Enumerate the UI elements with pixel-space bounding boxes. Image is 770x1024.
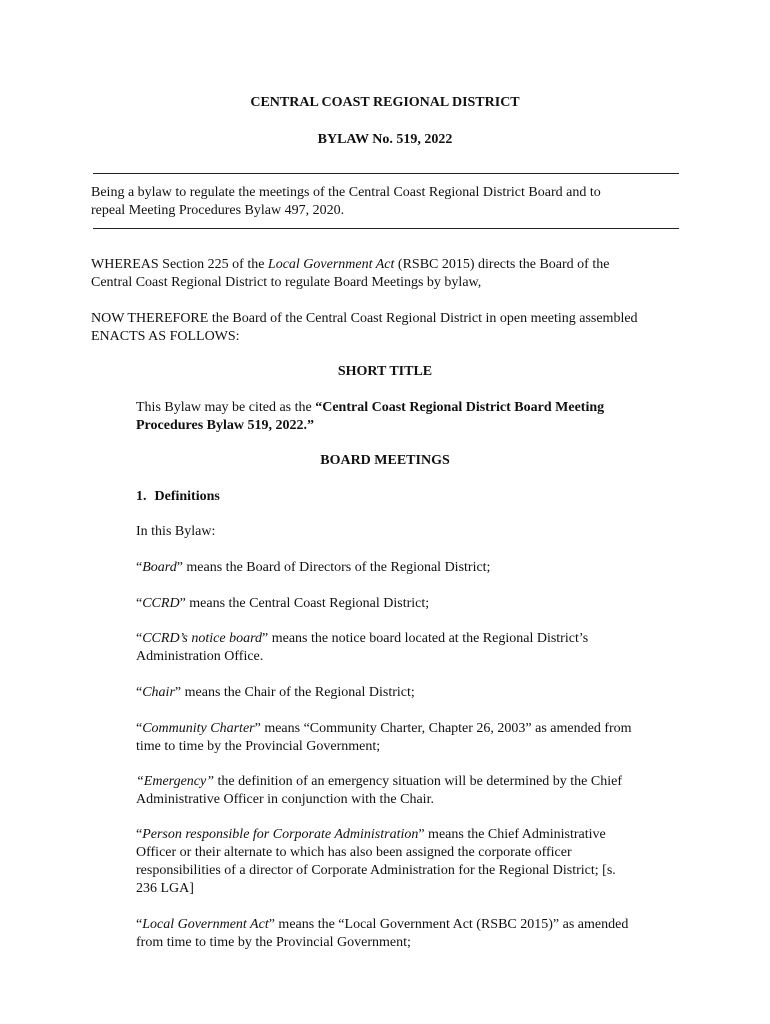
definition-line: Administrative Officer in conjunction with the Chair. [136,792,434,807]
definition-community-charter [136,720,679,756]
definition-text: ” means the “Local Government Act (RSBC 2015)” as amended [268,917,629,932]
defined-term: Community Charter [142,721,255,736]
board-meetings-heading: BOARD MEETINGS [320,453,450,468]
defined-term: “Emergency” [136,774,215,789]
definition-line [136,826,679,844]
definition-board [136,559,679,577]
definition-line: Administration Office. [136,649,264,664]
quote-mark: “ [136,917,143,932]
definition-text: ” means the Central Coast Regional District; [179,596,430,611]
defined-term: Person responsible for Corporate Administration [142,827,419,842]
bottom-rule [93,228,679,229]
whereas-text: (RSBC 2015) directs the Board of the [394,257,610,272]
definition-text: the definition of an emergency situation will be determined by the Chief [214,774,622,789]
section-number: 1. [136,489,147,504]
section-heading [136,488,679,506]
short-title-lead: This Bylaw may be cited as the [136,400,316,415]
bylaw-number: BYLAW No. 519, 2022 [317,132,453,147]
act-name: Local Government Act [267,257,395,272]
definition-line [136,773,679,791]
defined-term: CCRD’s notice board [142,631,262,646]
quote-mark: “ [136,685,143,700]
definition-emergency [136,773,679,809]
enacting-line: ENACTS AS FOLLOWS: [91,329,240,344]
whereas-line: Central Coast Regional District to regulate Board Meetings by bylaw, [91,275,482,290]
definition-text: ” means the Chief Administrative [418,827,606,842]
short-title-text [136,399,679,435]
definition-person-responsible [136,826,679,898]
whereas-clause [91,256,679,292]
definition-line: 236 LGA] [136,881,194,896]
cited-title: Procedures Bylaw 519, 2022.” [136,418,314,433]
purpose-line: repeal Meeting Procedures Bylaw 497, 2020. [91,203,345,218]
short-title-line [136,417,679,435]
section-title: Definitions [154,489,220,504]
quote-mark: “ [136,596,143,611]
definition-ccrd [136,595,679,613]
definition-line: from time to time by the Provincial Government; [136,935,411,950]
whereas-line [91,256,679,274]
definition-chair [136,684,679,702]
short-title-heading: SHORT TITLE [337,364,433,379]
definition-line [136,916,679,934]
defined-term: Local Government Act [142,917,269,932]
quote-mark: “ [136,827,143,842]
enacting-clause [91,310,679,346]
top-rule [93,173,679,174]
short-title-line [136,399,679,417]
definition-text: ” means the Board of Directors of the Regional District; [176,560,491,575]
definition-text: ” means “Community Charter, Chapter 26, 2003” as amended from [254,721,632,736]
definition-text: ” means the Chair of the Regional District; [174,685,415,700]
definition-text: ” means the notice board located at the Regional District’s [262,631,589,646]
definition-line: Officer or their alternate to which has also been assigned the corporate officer [136,845,572,860]
quote-mark: “ [136,560,143,575]
defined-term: Board [142,560,177,575]
definition-line [136,720,679,738]
definition-line [136,630,679,648]
definitions-intro: In this Bylaw: [136,524,216,539]
definition-line: responsibilities of a director of Corporate Administration for the Regional District; [s. [136,863,616,878]
enacting-line: NOW THEREFORE the Board of the Central Coast Regional District in open meeting assembled [91,311,638,326]
definition-local-government-act [136,916,679,952]
quote-mark: “ [136,721,143,736]
quote-mark: “ [136,631,143,646]
purpose-line: Being a bylaw to regulate the meetings of the Central Coast Regional District Board and to [91,185,601,200]
definition-line: time to time by the Provincial Government; [136,739,381,754]
definition-notice-board [136,630,679,666]
cited-title: “Central Coast Regional District Board Meeting [315,400,605,415]
document-title: CENTRAL COAST REGIONAL DISTRICT [250,95,520,110]
purpose-statement [91,184,679,220]
whereas-text: WHEREAS Section 225 of the [91,257,268,272]
defined-term: CCRD [142,596,180,611]
defined-term: Chair [142,685,175,700]
